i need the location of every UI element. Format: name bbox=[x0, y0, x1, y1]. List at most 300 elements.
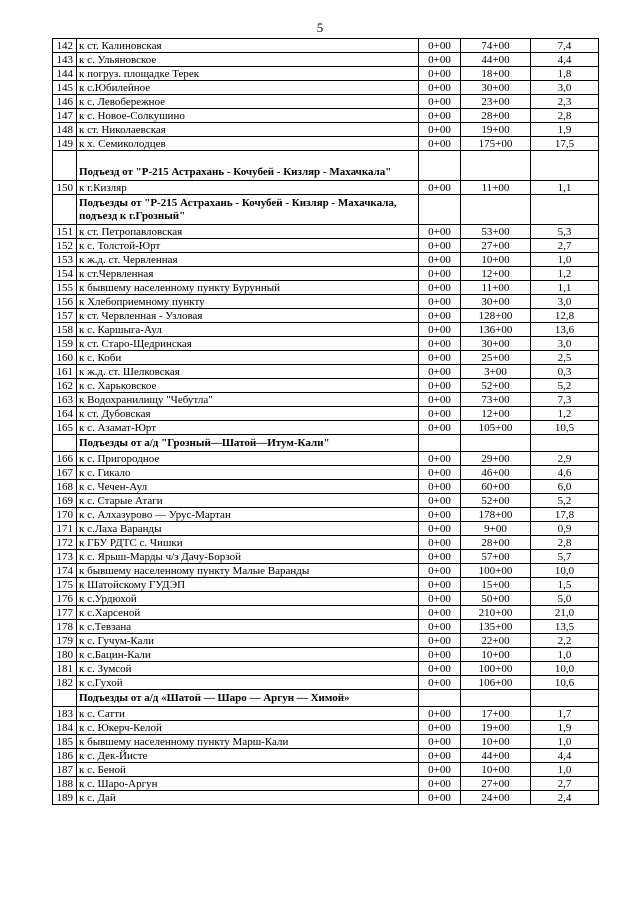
start-km: 0+00 bbox=[419, 536, 461, 550]
table-row bbox=[53, 253, 599, 267]
table-row bbox=[53, 550, 599, 564]
end-km: 27+00 bbox=[461, 777, 531, 791]
length-km: 1,2 bbox=[531, 267, 599, 281]
length-km: 5,2 bbox=[531, 379, 599, 393]
end-km: 18+00 bbox=[461, 67, 531, 81]
end-km: 11+00 bbox=[461, 281, 531, 295]
length-km: 17,5 bbox=[531, 137, 599, 151]
start-km: 0+00 bbox=[419, 253, 461, 267]
row-number: 160 bbox=[53, 351, 77, 365]
table-row bbox=[53, 239, 599, 253]
table-row bbox=[53, 393, 599, 407]
length-km: 2,7 bbox=[531, 777, 599, 791]
end-km: 74+00 bbox=[461, 39, 531, 53]
length-km: 1,2 bbox=[531, 407, 599, 421]
length-km: 7,3 bbox=[531, 393, 599, 407]
row-number: 187 bbox=[53, 763, 77, 777]
row-number: 168 bbox=[53, 480, 77, 494]
end-km: 9+00 bbox=[461, 522, 531, 536]
end-km: 30+00 bbox=[461, 295, 531, 309]
end-km: 52+00 bbox=[461, 379, 531, 393]
end-km: 178+00 bbox=[461, 508, 531, 522]
length-km: 2,2 bbox=[531, 634, 599, 648]
row-number: 181 bbox=[53, 662, 77, 676]
length-km: 10,0 bbox=[531, 662, 599, 676]
section-title: Подъезды от а/д "Грозный—Шатой—Итум-Кали" bbox=[77, 435, 419, 452]
length-km: 2,8 bbox=[531, 536, 599, 550]
table-row bbox=[53, 676, 599, 690]
road-name: к с.Урдюхой bbox=[77, 592, 419, 606]
start-km: 0+00 bbox=[419, 550, 461, 564]
section-length-cell bbox=[531, 435, 599, 452]
end-km: 57+00 bbox=[461, 550, 531, 564]
row-number: 186 bbox=[53, 749, 77, 763]
road-name: к с. Чечен-Аул bbox=[77, 480, 419, 494]
row-number: 169 bbox=[53, 494, 77, 508]
end-km: 100+00 bbox=[461, 662, 531, 676]
end-km: 12+00 bbox=[461, 267, 531, 281]
start-km: 0+00 bbox=[419, 239, 461, 253]
section-number-cell bbox=[53, 690, 77, 707]
row-number: 147 bbox=[53, 109, 77, 123]
length-km: 1,0 bbox=[531, 735, 599, 749]
length-km: 0,9 bbox=[531, 522, 599, 536]
end-km: 53+00 bbox=[461, 225, 531, 239]
road-name: к ст. Червленная - Узловая bbox=[77, 309, 419, 323]
start-km: 0+00 bbox=[419, 81, 461, 95]
start-km: 0+00 bbox=[419, 39, 461, 53]
table-row bbox=[53, 81, 599, 95]
start-km: 0+00 bbox=[419, 466, 461, 480]
length-km: 1,1 bbox=[531, 281, 599, 295]
section-title: Подъезды от "Р-215 Астрахань - Кочубей - Кизляр - Махачкала, подъезд к г.Грозный" bbox=[77, 195, 419, 225]
roads-table-body bbox=[53, 39, 599, 805]
start-km: 0+00 bbox=[419, 592, 461, 606]
row-number: 142 bbox=[53, 39, 77, 53]
length-km: 1,0 bbox=[531, 253, 599, 267]
row-number: 171 bbox=[53, 522, 77, 536]
row-number: 143 bbox=[53, 53, 77, 67]
road-name: к Хлебоприемному пункту bbox=[77, 295, 419, 309]
road-name: к Водохранилищу "Чебутла" bbox=[77, 393, 419, 407]
length-km: 7,4 bbox=[531, 39, 599, 53]
row-number: 148 bbox=[53, 123, 77, 137]
table-row bbox=[53, 351, 599, 365]
road-name: к бывшему населенному пункту Марш-Кали bbox=[77, 735, 419, 749]
end-km: 24+00 bbox=[461, 791, 531, 805]
table-row bbox=[53, 791, 599, 805]
road-name: к бывшему населенному пункту Малые Варанды bbox=[77, 564, 419, 578]
length-km: 12,8 bbox=[531, 309, 599, 323]
length-km: 17,8 bbox=[531, 508, 599, 522]
end-km: 29+00 bbox=[461, 452, 531, 466]
end-km: 44+00 bbox=[461, 749, 531, 763]
start-km: 0+00 bbox=[419, 267, 461, 281]
road-name: к ГБУ РДТС с. Чишки bbox=[77, 536, 419, 550]
road-name: к с. Ярыш-Марды ч/з Дачу-Борзой bbox=[77, 550, 419, 564]
end-km: 52+00 bbox=[461, 494, 531, 508]
row-number: 149 bbox=[53, 137, 77, 151]
start-km: 0+00 bbox=[419, 337, 461, 351]
road-name: к ст. Петропавловская bbox=[77, 225, 419, 239]
row-number: 189 bbox=[53, 791, 77, 805]
start-km: 0+00 bbox=[419, 53, 461, 67]
start-km: 0+00 bbox=[419, 67, 461, 81]
table-row bbox=[53, 337, 599, 351]
table-row bbox=[53, 606, 599, 620]
road-name: к ст.Червленная bbox=[77, 267, 419, 281]
start-km: 0+00 bbox=[419, 508, 461, 522]
row-number: 172 bbox=[53, 536, 77, 550]
end-km: 175+00 bbox=[461, 137, 531, 151]
table-row bbox=[53, 707, 599, 721]
table-row bbox=[53, 95, 599, 109]
end-km: 27+00 bbox=[461, 239, 531, 253]
section-length-cell bbox=[531, 195, 599, 225]
road-name: к с.Юбилейное bbox=[77, 81, 419, 95]
road-name: к ст. Николаевская bbox=[77, 123, 419, 137]
road-name: к с.Гухой bbox=[77, 676, 419, 690]
table-row bbox=[53, 452, 599, 466]
road-name: к с. Новое-Солкушино bbox=[77, 109, 419, 123]
table-row bbox=[53, 494, 599, 508]
row-number: 150 bbox=[53, 181, 77, 195]
end-km: 136+00 bbox=[461, 323, 531, 337]
length-km: 2,4 bbox=[531, 791, 599, 805]
row-number: 146 bbox=[53, 95, 77, 109]
length-km: 2,8 bbox=[531, 109, 599, 123]
section-length-cell bbox=[531, 690, 599, 707]
length-km: 1,5 bbox=[531, 578, 599, 592]
length-km: 4,6 bbox=[531, 466, 599, 480]
row-number: 183 bbox=[53, 707, 77, 721]
road-name: к с. Дек-Йисте bbox=[77, 749, 419, 763]
road-name: к с. Дай bbox=[77, 791, 419, 805]
road-name: к с. Пригородное bbox=[77, 452, 419, 466]
length-km: 10,6 bbox=[531, 676, 599, 690]
table-row bbox=[53, 592, 599, 606]
end-km: 10+00 bbox=[461, 763, 531, 777]
length-km: 10,0 bbox=[531, 564, 599, 578]
end-km: 19+00 bbox=[461, 123, 531, 137]
end-km: 10+00 bbox=[461, 648, 531, 662]
table-row bbox=[53, 181, 599, 195]
road-name: к с. Харьковское bbox=[77, 379, 419, 393]
end-km: 106+00 bbox=[461, 676, 531, 690]
row-number: 178 bbox=[53, 620, 77, 634]
table-row bbox=[53, 620, 599, 634]
length-km: 1,0 bbox=[531, 648, 599, 662]
length-km: 3,0 bbox=[531, 337, 599, 351]
road-name: к погруз. площадке Терек bbox=[77, 67, 419, 81]
road-name: к с. Каршыга-Аул bbox=[77, 323, 419, 337]
row-number: 162 bbox=[53, 379, 77, 393]
row-number: 163 bbox=[53, 393, 77, 407]
section-header-row bbox=[53, 690, 599, 707]
road-name: к с.Харсеной bbox=[77, 606, 419, 620]
row-number: 180 bbox=[53, 648, 77, 662]
end-km: 10+00 bbox=[461, 735, 531, 749]
end-km: 100+00 bbox=[461, 564, 531, 578]
start-km: 0+00 bbox=[419, 379, 461, 393]
section-header-row bbox=[53, 151, 599, 181]
road-name: к с. Ульяновское bbox=[77, 53, 419, 67]
row-number: 174 bbox=[53, 564, 77, 578]
row-number: 184 bbox=[53, 721, 77, 735]
road-name: к с. Толстой-Юрт bbox=[77, 239, 419, 253]
row-number: 151 bbox=[53, 225, 77, 239]
section-start-cell bbox=[419, 435, 461, 452]
table-row bbox=[53, 379, 599, 393]
road-name: к ст. Старо-Щедринская bbox=[77, 337, 419, 351]
section-number-cell bbox=[53, 195, 77, 225]
end-km: 28+00 bbox=[461, 536, 531, 550]
length-km: 5,0 bbox=[531, 592, 599, 606]
end-km: 128+00 bbox=[461, 309, 531, 323]
table-row bbox=[53, 67, 599, 81]
row-number: 170 bbox=[53, 508, 77, 522]
length-km: 2,5 bbox=[531, 351, 599, 365]
start-km: 0+00 bbox=[419, 494, 461, 508]
end-km: 12+00 bbox=[461, 407, 531, 421]
end-km: 210+00 bbox=[461, 606, 531, 620]
table-row bbox=[53, 480, 599, 494]
start-km: 0+00 bbox=[419, 721, 461, 735]
start-km: 0+00 bbox=[419, 735, 461, 749]
length-km: 1,1 bbox=[531, 181, 599, 195]
road-name: к г.Кизляр bbox=[77, 181, 419, 195]
start-km: 0+00 bbox=[419, 452, 461, 466]
end-km: 30+00 bbox=[461, 81, 531, 95]
start-km: 0+00 bbox=[419, 763, 461, 777]
road-name: к с. Шаро-Аргун bbox=[77, 777, 419, 791]
length-km: 1,9 bbox=[531, 721, 599, 735]
road-name: к с.Лаха Варанды bbox=[77, 522, 419, 536]
row-number: 158 bbox=[53, 323, 77, 337]
table-row bbox=[53, 137, 599, 151]
section-end-cell bbox=[461, 435, 531, 452]
row-number: 156 bbox=[53, 295, 77, 309]
row-number: 188 bbox=[53, 777, 77, 791]
end-km: 10+00 bbox=[461, 253, 531, 267]
table-row bbox=[53, 295, 599, 309]
table-row bbox=[53, 777, 599, 791]
length-km: 13,6 bbox=[531, 323, 599, 337]
table-row bbox=[53, 508, 599, 522]
row-number: 167 bbox=[53, 466, 77, 480]
section-end-cell bbox=[461, 151, 531, 181]
start-km: 0+00 bbox=[419, 281, 461, 295]
start-km: 0+00 bbox=[419, 648, 461, 662]
length-km: 4,4 bbox=[531, 749, 599, 763]
table-row bbox=[53, 634, 599, 648]
road-name: к с. Алхазурово — Урус-Мартан bbox=[77, 508, 419, 522]
row-number: 153 bbox=[53, 253, 77, 267]
road-name: к ст. Дубовская bbox=[77, 407, 419, 421]
end-km: 25+00 bbox=[461, 351, 531, 365]
table-row bbox=[53, 536, 599, 550]
end-km: 22+00 bbox=[461, 634, 531, 648]
table-row bbox=[53, 281, 599, 295]
length-km: 10,5 bbox=[531, 421, 599, 435]
row-number: 155 bbox=[53, 281, 77, 295]
length-km: 2,7 bbox=[531, 239, 599, 253]
road-name: к с. Гучум-Кали bbox=[77, 634, 419, 648]
start-km: 0+00 bbox=[419, 309, 461, 323]
row-number: 164 bbox=[53, 407, 77, 421]
road-name: к с. Юкерч-Келой bbox=[77, 721, 419, 735]
end-km: 44+00 bbox=[461, 53, 531, 67]
start-km: 0+00 bbox=[419, 662, 461, 676]
length-km: 4,4 bbox=[531, 53, 599, 67]
start-km: 0+00 bbox=[419, 564, 461, 578]
table-row bbox=[53, 53, 599, 67]
end-km: 30+00 bbox=[461, 337, 531, 351]
row-number: 177 bbox=[53, 606, 77, 620]
roads-table bbox=[52, 38, 599, 805]
section-end-cell bbox=[461, 195, 531, 225]
start-km: 0+00 bbox=[419, 480, 461, 494]
table-row bbox=[53, 648, 599, 662]
end-km: 73+00 bbox=[461, 393, 531, 407]
road-name: к с. Зумсой bbox=[77, 662, 419, 676]
start-km: 0+00 bbox=[419, 225, 461, 239]
table-row bbox=[53, 564, 599, 578]
start-km: 0+00 bbox=[419, 620, 461, 634]
table-row bbox=[53, 735, 599, 749]
start-km: 0+00 bbox=[419, 365, 461, 379]
start-km: 0+00 bbox=[419, 123, 461, 137]
row-number: 165 bbox=[53, 421, 77, 435]
length-km: 3,0 bbox=[531, 81, 599, 95]
length-km: 1,7 bbox=[531, 707, 599, 721]
road-name: к с. Старые Атаги bbox=[77, 494, 419, 508]
length-km: 1,0 bbox=[531, 763, 599, 777]
table-row bbox=[53, 421, 599, 435]
section-number-cell bbox=[53, 435, 77, 452]
length-km: 21,0 bbox=[531, 606, 599, 620]
table-row bbox=[53, 365, 599, 379]
section-length-cell bbox=[531, 151, 599, 181]
length-km: 2,9 bbox=[531, 452, 599, 466]
length-km: 6,0 bbox=[531, 480, 599, 494]
section-number-cell bbox=[53, 151, 77, 181]
road-name: к с.Тевзана bbox=[77, 620, 419, 634]
start-km: 0+00 bbox=[419, 707, 461, 721]
row-number: 159 bbox=[53, 337, 77, 351]
start-km: 0+00 bbox=[419, 606, 461, 620]
start-km: 0+00 bbox=[419, 522, 461, 536]
table-row bbox=[53, 39, 599, 53]
row-number: 145 bbox=[53, 81, 77, 95]
start-km: 0+00 bbox=[419, 791, 461, 805]
start-km: 0+00 bbox=[419, 351, 461, 365]
road-name: к Шатойскому ГУДЭП bbox=[77, 578, 419, 592]
row-number: 179 bbox=[53, 634, 77, 648]
section-start-cell bbox=[419, 151, 461, 181]
start-km: 0+00 bbox=[419, 137, 461, 151]
row-number: 185 bbox=[53, 735, 77, 749]
section-title: Подъезд от "Р-215 Астрахань - Кочубей - Кизляр - Махачкала" bbox=[77, 151, 419, 181]
road-name: к с. Беной bbox=[77, 763, 419, 777]
road-name: к с.Бацин-Кали bbox=[77, 648, 419, 662]
length-km: 3,0 bbox=[531, 295, 599, 309]
section-end-cell bbox=[461, 690, 531, 707]
start-km: 0+00 bbox=[419, 323, 461, 337]
length-km: 5,7 bbox=[531, 550, 599, 564]
table-row bbox=[53, 721, 599, 735]
start-km: 0+00 bbox=[419, 777, 461, 791]
end-km: 23+00 bbox=[461, 95, 531, 109]
table-row bbox=[53, 749, 599, 763]
end-km: 11+00 bbox=[461, 181, 531, 195]
start-km: 0+00 bbox=[419, 421, 461, 435]
table-row bbox=[53, 763, 599, 777]
end-km: 3+00 bbox=[461, 365, 531, 379]
page-number: 5 bbox=[316, 20, 324, 35]
length-km: 5,2 bbox=[531, 494, 599, 508]
row-number: 154 bbox=[53, 267, 77, 281]
row-number: 176 bbox=[53, 592, 77, 606]
start-km: 0+00 bbox=[419, 634, 461, 648]
length-km: 5,3 bbox=[531, 225, 599, 239]
road-name: к с. Азамат-Юрт bbox=[77, 421, 419, 435]
end-km: 135+00 bbox=[461, 620, 531, 634]
length-km: 2,3 bbox=[531, 95, 599, 109]
start-km: 0+00 bbox=[419, 295, 461, 309]
section-header-row bbox=[53, 195, 599, 225]
section-title: Подъезды от а/д «Шатой — Шаро — Аргун — Химой» bbox=[77, 690, 419, 707]
table-row bbox=[53, 662, 599, 676]
table-row bbox=[53, 407, 599, 421]
road-name: к х. Семиколодцев bbox=[77, 137, 419, 151]
start-km: 0+00 bbox=[419, 95, 461, 109]
end-km: 60+00 bbox=[461, 480, 531, 494]
length-km: 1,8 bbox=[531, 67, 599, 81]
table-row bbox=[53, 225, 599, 239]
table-row bbox=[53, 578, 599, 592]
row-number: 182 bbox=[53, 676, 77, 690]
road-name: к ж.д. ст. Шелковская bbox=[77, 365, 419, 379]
end-km: 15+00 bbox=[461, 578, 531, 592]
end-km: 19+00 bbox=[461, 721, 531, 735]
table-row bbox=[53, 309, 599, 323]
table-row bbox=[53, 522, 599, 536]
row-number: 152 bbox=[53, 239, 77, 253]
road-name: к с. Гикало bbox=[77, 466, 419, 480]
row-number: 166 bbox=[53, 452, 77, 466]
table-row bbox=[53, 267, 599, 281]
section-start-cell bbox=[419, 690, 461, 707]
road-name: к бывшему населенному пункту Бурунный bbox=[77, 281, 419, 295]
table-row bbox=[53, 123, 599, 137]
start-km: 0+00 bbox=[419, 407, 461, 421]
end-km: 46+00 bbox=[461, 466, 531, 480]
start-km: 0+00 bbox=[419, 109, 461, 123]
row-number: 157 bbox=[53, 309, 77, 323]
section-header-row bbox=[53, 435, 599, 452]
table-row bbox=[53, 109, 599, 123]
length-km: 1,9 bbox=[531, 123, 599, 137]
start-km: 0+00 bbox=[419, 181, 461, 195]
end-km: 17+00 bbox=[461, 707, 531, 721]
length-km: 0,3 bbox=[531, 365, 599, 379]
start-km: 0+00 bbox=[419, 578, 461, 592]
end-km: 28+00 bbox=[461, 109, 531, 123]
start-km: 0+00 bbox=[419, 676, 461, 690]
row-number: 144 bbox=[53, 67, 77, 81]
road-name: к с. Коби bbox=[77, 351, 419, 365]
